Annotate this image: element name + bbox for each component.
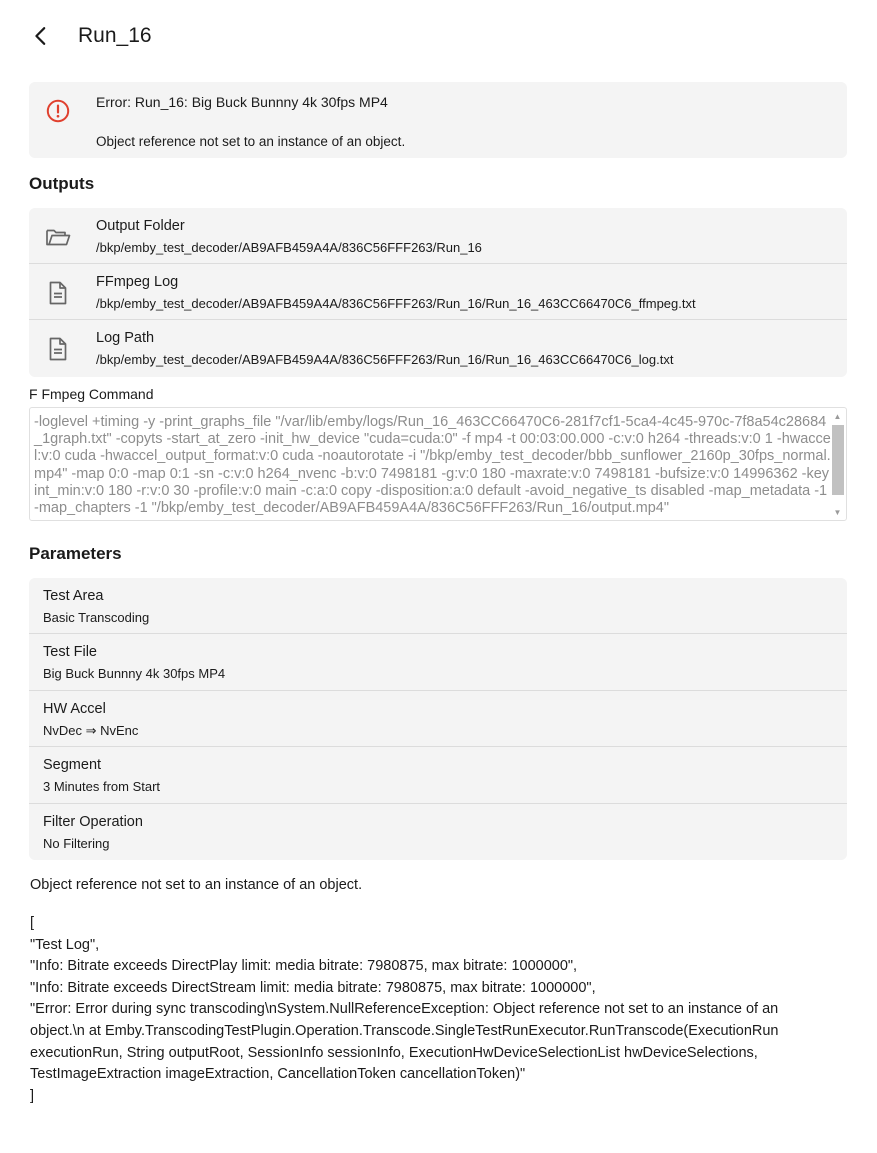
test-log-block: [30, 913, 830, 1107]
scroll-up-icon[interactable]: ▲: [833, 411, 842, 421]
param-title: Test File: [43, 644, 97, 660]
log-line: "Error: Error during sync transcoding\nSystem.NullReferenceException: Object reference not set to an instance of an object.\n at Emby.TranscodingTestPlugin.Operation.Transcode.SingleTestRunExecutor.RunTranscode(ExecutionRun executionRun, String outputRoot, SessionInfo sessionInfo, ExecutionHwDeviceSelectionList hwDeviceSelections, TestImageExtraction imageExtraction, CancellationToken cancellationToken)": [30, 1001, 779, 1083]
param-title: Test Area: [43, 588, 104, 604]
ffmpeg-log-title: FFmpeg Log: [96, 274, 179, 290]
output-folder-item[interactable]: [29, 208, 847, 264]
param-segment: [29, 747, 847, 804]
ffmpeg-command-textarea[interactable]: [29, 407, 847, 521]
ffmpeg-command-text: -loglevel +timing -y -print_graphs_file "/var/lib/emby/logs/Run_16_463CC66470C6-281f7cf1-5ca4-4c45-970c-7f8a54c28684_1graph.txt" -copyts -start_at_zero -init_hw_device "cuda=cuda:0" -f mp4 -t 00:03:00.000 -c:v:0 h264 -threads:v:0 1 -hwaccel:v:0 cuda -hwaccel_output_format:v:0 cuda -noautorotate -i "/bkp/emby_test_decoder/bbb_sunflower_2160p_30fps_normal.mp4" -map 0:0 -map 0:1 -sn -c:v:0 h264_nvenc -b:v:0 7498181 -g:v:0 180 -maxrate:v:0 7498181 -bufsize:v:0 14996362 -keyint_min:v:0 180 -r:v:0 30 -profile:v:0 main -c:a:0 copy -disposition:a:0 default -avoid_negative_ts disabled -map_metadata -1 -map_chapters -1 "/bkp/emby_test_decoder/AB9AFB459A4A/836C56FFF263/Run_16/output.mp4": [34, 414, 832, 517]
back-button[interactable]: [30, 18, 70, 54]
outputs-section-title: Outputs: [29, 174, 95, 193]
param-title: Filter Operation: [43, 814, 143, 830]
param-hw-accel: [29, 691, 847, 747]
param-title: HW Accel: [43, 701, 106, 717]
error-summary: Object reference not set to an instance of an object.: [30, 877, 363, 893]
error-alert: [29, 82, 847, 158]
error-title: Error: Run_16: Big Buck Bunnny 4k 30fps MP4: [96, 94, 388, 110]
ffmpeg-command-label: F Fmpeg Command: [29, 386, 154, 402]
log-path-title: Log Path: [96, 330, 155, 346]
page-header: [30, 18, 152, 54]
param-test-file: [29, 634, 847, 691]
command-scrollbar[interactable]: [830, 409, 845, 519]
parameters-section-title: Parameters: [29, 544, 122, 563]
log-line: "Info: Bitrate exceeds DirectStream limit: media bitrate: 7980875, max bitrate: 1000000",: [30, 979, 596, 996]
param-value: Big Buck Bunnny 4k 30fps MP4: [43, 666, 226, 681]
folder-open-icon: [44, 223, 72, 251]
log-line: [: [30, 915, 35, 931]
scrollbar-thumb[interactable]: [832, 425, 844, 495]
log-line: "Test Log",: [30, 936, 100, 953]
chevron-left-icon: [30, 25, 52, 47]
param-title: Segment: [43, 757, 102, 773]
scroll-down-icon[interactable]: ▼: [833, 507, 842, 517]
log-path-value: /bkp/emby_test_decoder/AB9AFB459A4A/836C56FFF263/Run_16/Run_16_463CC66470C6_log.txt: [96, 352, 674, 367]
param-value: NvDec ⇒ NvEnc: [43, 723, 139, 738]
output-folder-path: /bkp/emby_test_decoder/AB9AFB459A4A/836C56FFF263/Run_16: [96, 240, 482, 255]
param-value: No Filtering: [43, 836, 110, 851]
log-line: "Info: Bitrate exceeds DirectPlay limit: media bitrate: 7980875, max bitrate: 1000000",: [30, 958, 578, 975]
document-icon: [44, 335, 72, 363]
param-filter-operation: [29, 804, 847, 860]
parameters-list: [29, 578, 847, 860]
page-title: Run_16: [78, 24, 152, 47]
alert-circle-icon: [46, 99, 70, 123]
outputs-list: [29, 208, 847, 377]
param-value: 3 Minutes from Start: [43, 779, 161, 794]
log-path-item[interactable]: [29, 320, 847, 377]
document-icon: [44, 279, 72, 307]
output-folder-title: Output Folder: [96, 218, 185, 234]
ffmpeg-log-item[interactable]: [29, 264, 847, 320]
log-line: ]: [30, 1087, 35, 1104]
ffmpeg-log-path: /bkp/emby_test_decoder/AB9AFB459A4A/836C56FFF263/Run_16/Run_16_463CC66470C6_ffmpeg.txt: [96, 296, 696, 311]
error-message: Object reference not set to an instance of an object.: [96, 134, 406, 149]
param-value: Basic Transcoding: [43, 610, 150, 625]
param-test-area: [29, 578, 847, 634]
